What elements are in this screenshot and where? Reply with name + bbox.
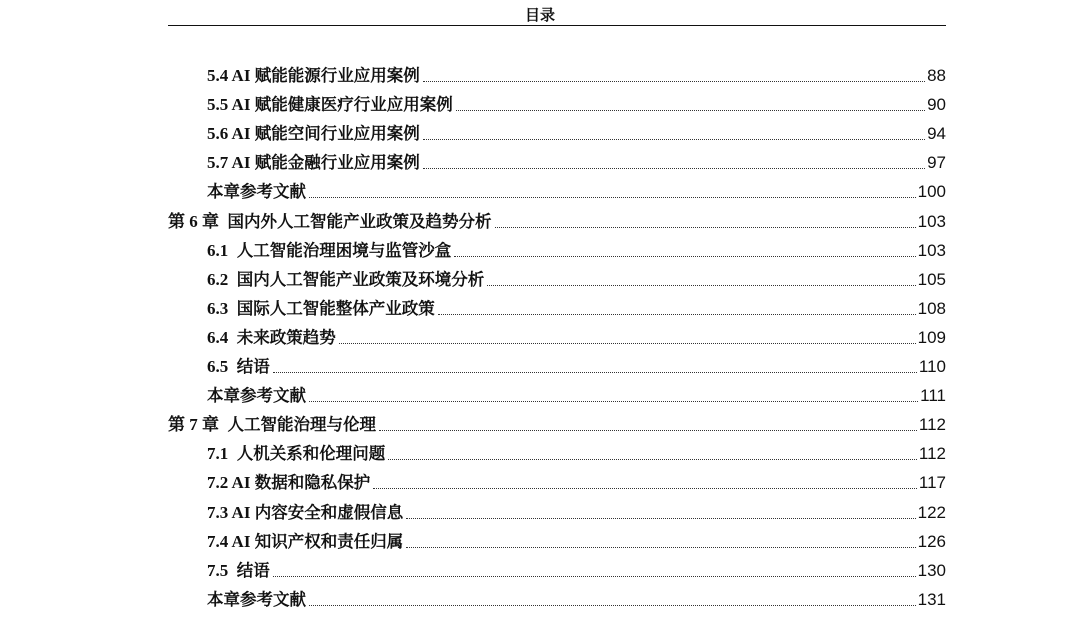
toc-dot-leader (373, 488, 917, 489)
toc-entry-number: 5.4 AI (207, 66, 255, 85)
toc-entry-page-number: 94 (927, 124, 946, 144)
toc-entry-page-number: 122 (917, 502, 946, 522)
toc-entry-page-number: 112 (918, 415, 946, 435)
toc-entry-page-number: 110 (918, 357, 946, 376)
toc-entry-page-number: 103 (917, 211, 946, 231)
toc-section-entry[interactable] (207, 495, 946, 524)
toc-entry-page-number: 90 (927, 95, 946, 115)
toc-entry-number: 5.7 AI (207, 153, 255, 173)
toc-dot-leader (309, 605, 916, 606)
toc-dot-leader (388, 459, 917, 460)
toc-entry-number: 5.5 AI (207, 95, 255, 115)
toc-entry-number: 第 6 章 (168, 211, 228, 231)
toc-entry-title: 数据和隐私保护 (254, 473, 371, 493)
toc-entry-number: 5.6 AI (207, 124, 255, 144)
toc-section-entry[interactable] (207, 436, 946, 465)
toc-dot-leader (438, 314, 916, 315)
toc-entry-page-number: 130 (917, 560, 946, 580)
toc-dot-leader (423, 81, 925, 82)
toc-dot-leader (454, 256, 915, 257)
toc-entry-title: 赋能能源行业应用案例 (254, 66, 420, 85)
toc-entry-number: 6.3 (207, 298, 237, 318)
toc-section-entry[interactable] (207, 233, 946, 262)
toc-entry-title: 未来政策趋势 (236, 327, 336, 347)
toc-entry-title: 本章参考文献 (207, 589, 306, 609)
toc-entry-title: 国际人工智能整体产业政策 (236, 298, 435, 318)
toc-entry-number: 6.4 (207, 327, 237, 347)
toc-entry-title: 赋能健康医疗行业应用案例 (254, 95, 453, 115)
toc-dot-leader (456, 110, 925, 111)
toc-entry-number: 6.1 (207, 240, 237, 260)
toc-section-entry[interactable] (207, 58, 946, 87)
toc-entry-number: 6.2 (207, 269, 237, 289)
toc-entry-number: 7.1 (207, 444, 237, 464)
toc-section-entry[interactable] (207, 145, 946, 174)
toc-section-entry[interactable] (207, 174, 946, 203)
toc-entry-title: 本章参考文献 (207, 182, 306, 202)
toc-entry-number: 第 7 章 (168, 415, 228, 435)
toc-dot-leader (309, 197, 916, 198)
toc-entry-page-number: 105 (917, 269, 946, 289)
toc-entry-title: 内容安全和虚假信息 (254, 502, 404, 522)
toc-entry-number: 7.4 AI (207, 531, 255, 551)
toc-dot-leader (309, 401, 918, 402)
toc-dot-leader (273, 576, 916, 577)
toc-section-entry[interactable] (207, 378, 946, 407)
toc-entry-page-number: 131 (917, 589, 946, 609)
toc-chapter-entry[interactable] (168, 204, 946, 233)
toc-entry-title: 国内外人工智能产业政策及趋势分析 (227, 211, 492, 231)
toc-dot-leader (487, 285, 915, 286)
toc-entry-title: 赋能金融行业应用案例 (254, 153, 420, 173)
toc-dot-leader (339, 343, 916, 344)
toc-section-entry[interactable] (207, 291, 946, 320)
toc-dot-leader (495, 227, 916, 228)
toc-entry-title: 人工智能治理困境与监管沙盒 (236, 240, 452, 260)
toc-entry-title: 知识产权和责任归属 (254, 531, 404, 551)
toc-entry-page-number: 109 (917, 327, 946, 347)
toc-entry-number: 6.5 (207, 357, 237, 376)
toc-dot-leader (379, 430, 917, 431)
toc-section-entry[interactable] (207, 320, 946, 349)
toc-entry-page-number: 103 (917, 240, 946, 260)
toc-entry-page-number: 112 (918, 444, 946, 464)
toc-entry-page-number: 111 (920, 386, 946, 406)
toc-entry-page-number: 117 (918, 473, 946, 493)
toc-entry-title: 结语 (236, 357, 270, 376)
toc-section-entry[interactable] (207, 465, 946, 494)
toc-entry-title: 本章参考文献 (207, 386, 306, 406)
toc-entry-number: 7.5 (207, 560, 237, 580)
toc-entry-page-number: 88 (927, 66, 946, 85)
toc-section-entry[interactable] (207, 349, 946, 378)
toc-entry-title: 人机关系和伦理问题 (236, 444, 386, 464)
toc-entry-number: 7.3 AI (207, 502, 255, 522)
toc-entry-title: 赋能空间行业应用案例 (254, 124, 420, 144)
toc-section-entry[interactable] (207, 524, 946, 553)
toc-entry-title: 人工智能治理与伦理 (227, 415, 376, 435)
toc-dot-leader (423, 139, 925, 140)
toc-dot-leader (406, 547, 915, 548)
toc-entry-page-number: 108 (917, 298, 946, 318)
toc-chapter-entry[interactable] (168, 407, 946, 436)
toc-section-entry[interactable] (207, 582, 946, 611)
toc-entry-title: 国内人工智能产业政策及环境分析 (236, 269, 485, 289)
toc-dot-leader (423, 168, 925, 169)
toc-entry-page-number: 97 (927, 153, 946, 173)
toc-section-entry[interactable] (207, 553, 946, 582)
toc-entry-number: 7.2 AI (207, 473, 255, 493)
toc-dot-leader (273, 372, 917, 373)
page-header-title: 目录 (524, 6, 555, 24)
header-rule (168, 25, 946, 26)
toc-section-entry[interactable] (207, 87, 946, 116)
toc-section-entry[interactable] (207, 116, 946, 145)
toc-section-entry[interactable] (207, 262, 946, 291)
toc-entry-page-number: 126 (917, 531, 946, 551)
toc-dot-leader (406, 518, 915, 519)
toc-entry-title: 结语 (236, 560, 270, 580)
toc-entry-page-number: 100 (917, 182, 946, 202)
